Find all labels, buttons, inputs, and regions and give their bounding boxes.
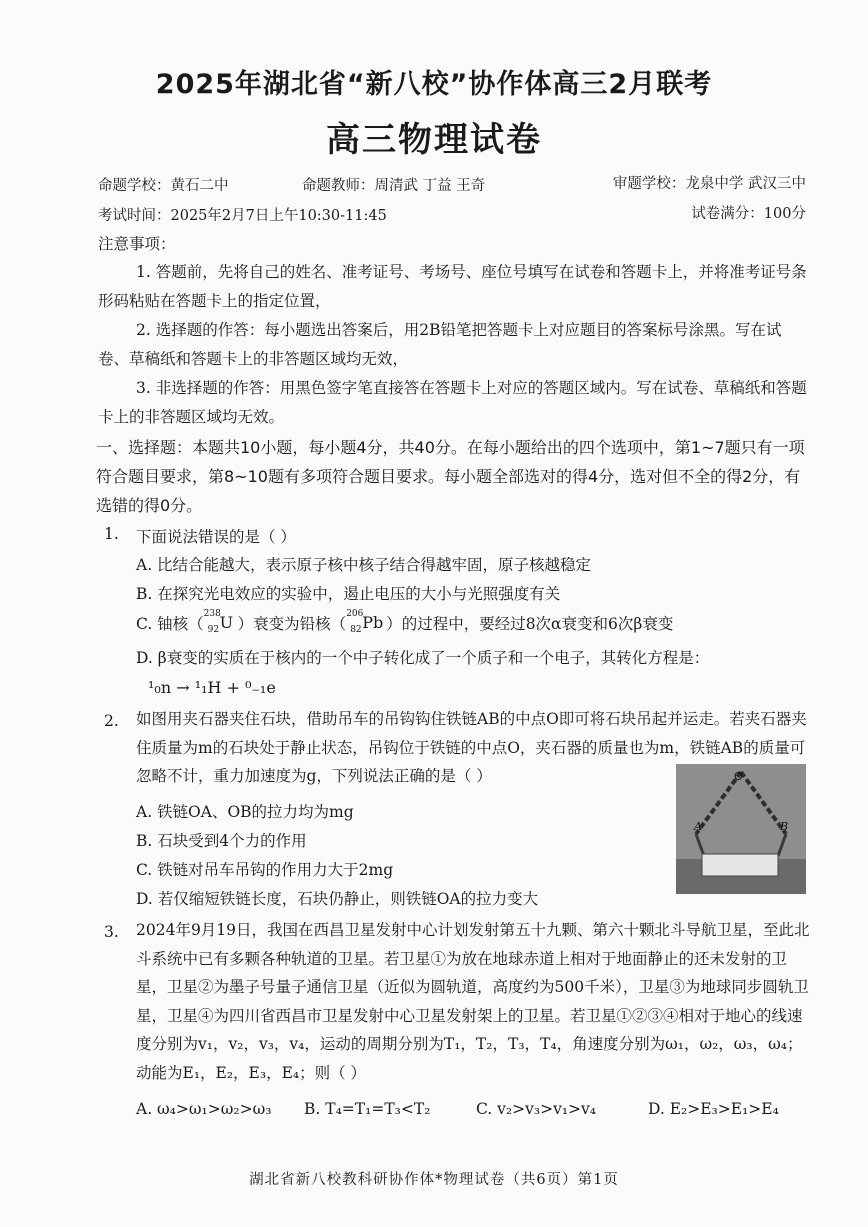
uranium-nuclide (203, 609, 238, 635)
label-a: A (694, 820, 702, 833)
uranium-z: 92 (207, 625, 220, 635)
q1-option-b: B. 在探究光电效应的实验中，遏止电压的大小与光照强度有关 (136, 585, 561, 603)
meta-score: 试卷满分：100分 (691, 206, 806, 222)
notice-heading: 注意事项： (98, 235, 176, 253)
q1-option-c-post: ）的过程中，要经过8次α衰变和6次β衰变 (386, 615, 674, 633)
q3-option-a: A. ω₄>ω₁>ω₂>ω₃ (136, 1100, 272, 1118)
q1-option-c-pre: C. 铀核（ (136, 615, 204, 633)
q3-option-b: B. T₄=T₁=T₃<T₂ (304, 1100, 431, 1118)
section-instructions: 一、选择题：本题共10小题，每小题4分，共40分。在每小题给出的四个选项中，第1~7题只有一项符合题目要求，第8~10题有多项符合题目要求。每小题全部选对的得4分，选对但不全的得2分，有选错的得0分。 (96, 438, 805, 515)
q2-option-b: B. 石块受到4个力的作用 (136, 832, 307, 850)
lead-symbol: Pb (362, 613, 384, 632)
lead-nuclide (346, 609, 386, 635)
q1-option-d: D. β衰变的实质在于核内的一个中子转化成了一个质子和一个电子，其转化方程是： (136, 649, 710, 667)
q2-option-c: C. 铁链对吊车吊钩的作用力大于2mg (136, 861, 394, 879)
q3-number: 3. (104, 923, 119, 941)
meta-school: 命题学校：黄石二中 (98, 178, 229, 194)
page-footer: 湖北省新八校教科研协作体*物理试卷（共6页）第1页 (249, 1172, 619, 1188)
meta-teachers: 命题教师：周清武 丁益 王奇 (302, 178, 486, 194)
uranium-symbol: U (219, 613, 234, 632)
label-o: O (734, 770, 743, 783)
uranium-mass: 238 (203, 609, 221, 619)
lead-z: 82 (350, 625, 362, 635)
q2-option-d: D. 若仅缩短铁链长度，石块仍静止，则铁链OA的拉力变大 (136, 890, 539, 908)
notice-item-2: 2. 选择题的作答：每小题选出答案后，用2B铅笔把答题卡上对应题目的答案标号涂黑。写在试卷、草稿纸和答题卡上的非答题区域均无效， (98, 321, 782, 368)
exam-title: 2025年湖北省“新八校”协作体高三2月联考 (155, 69, 713, 100)
q2-stem: 如图用夹石器夹住石块，借助吊车的吊钩钩住铁链AB的中点O即可将石块吊起并运走。若夹石器夹住质量为m的石块处于静止状态，吊钩位于铁链的中点O，夹石器的质量也为m，铁链AB的质量可忽略不计，重力加速度为g，下列说法正确的是（ ） (136, 710, 807, 785)
q1-number: 1. (104, 525, 119, 543)
q3-option-c: C. v₂>v₃>v₁>v₄ (476, 1100, 597, 1118)
stone-clamp-photo (676, 764, 806, 894)
q3-stem: 2024年9月19日，我国在西昌卫星发射中心计划发射第五十九颗、第六十颗北斗导航卫星，至此北斗系统中已有多颗各种轨道的卫星。若卫星①为放在地球赤道上相对于地面静止的还未发射的卫星，卫星②为墨子号量子通信卫星（近似为圆轨道，高度约为500千米），卫星③为地球同步圆轨卫星，卫星④为四川省西昌市卫星发射中心卫星发射架上的卫星。若卫星①②③④相对于地心的线速度分别为v₁，v₂，v₃，v₄，运动的周期分别为T₁，T₂，T₃，T₄，角速度分别为ω₁，ω₂，ω₃，ω₄；动能为E₁，E₂，E₃，E₄；则（ ） (136, 921, 810, 1082)
meta-time: 考试时间：2025年2月7日上午10:30-11:45 (98, 208, 387, 224)
q1-beta-equation: ¹₀n → ¹₁H + ⁰₋₁e (148, 678, 276, 697)
exam-subtitle: 高三物理试卷 (326, 120, 542, 160)
q1-option-a: A. 比结合能越大，表示原子核中核子结合得越牢固，原子核越稳定 (136, 556, 592, 574)
q1-stem: 下面说法错误的是（ ） (136, 528, 296, 546)
q1-option-c (136, 609, 674, 635)
q2-option-a: A. 铁链OA、OB的拉力均为mg (136, 803, 354, 821)
q1-option-c-mid: ）衰变为铅核（ (237, 615, 347, 633)
q3-option-d: D. E₂>E₃>E₁>E₄ (648, 1100, 779, 1118)
meta-review: 审题学校：龙泉中学 武汉三中 (612, 176, 806, 192)
q2-number: 2. (104, 712, 119, 730)
notice-item-1: 1. 答题前，先将自己的姓名、准考证号、考场号、座位号填写在试卷和答题卡上，并将准考证号条形码粘贴在答题卡上的指定位置， (98, 263, 807, 310)
label-b: B (780, 820, 789, 833)
lead-mass: 206 (346, 609, 364, 619)
notice-item-3: 3. 非选择题的作答：用黑色签字笔直接答在答题卡上对应的答题区域内。写在试卷、草稿纸和答题卡上的非答题区域均无效。 (98, 379, 807, 426)
stone-block (702, 854, 778, 876)
